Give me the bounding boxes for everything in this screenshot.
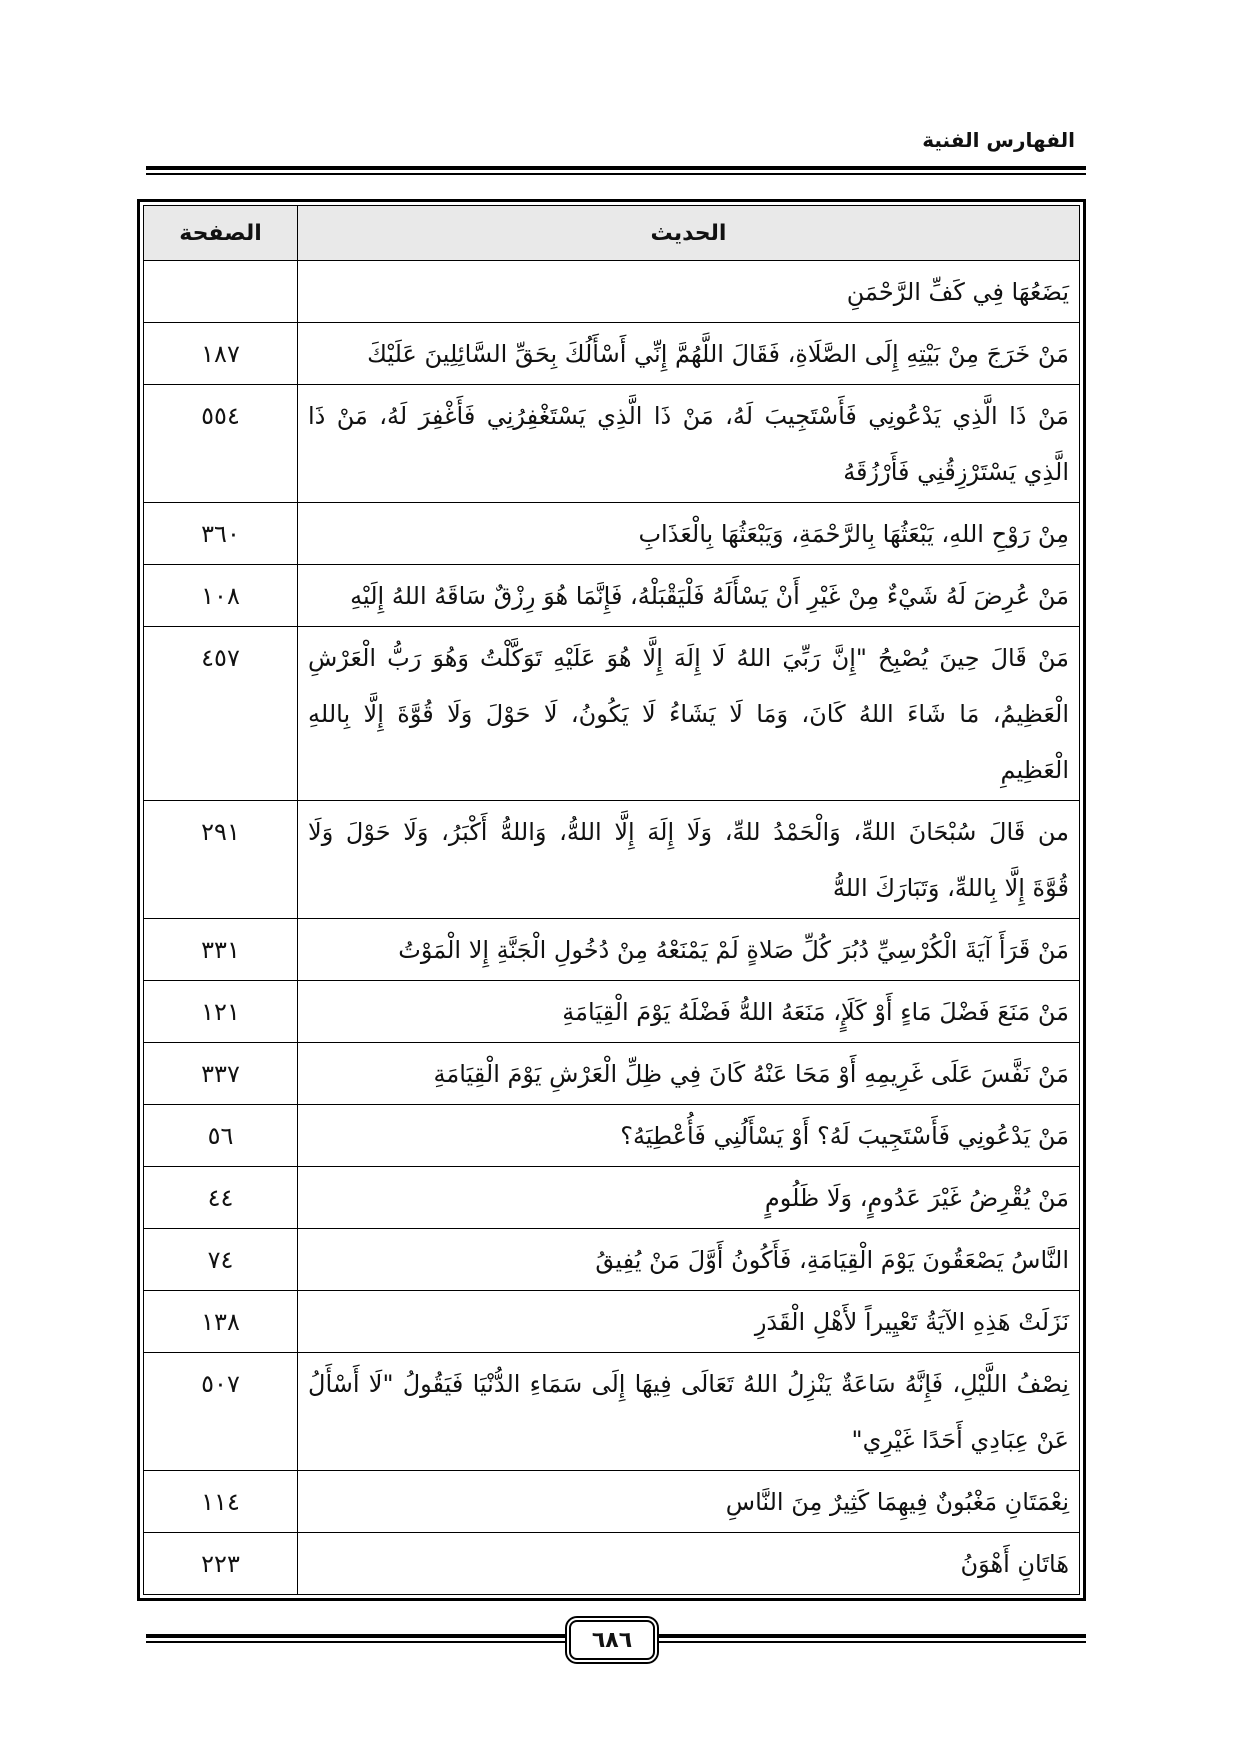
table-row (144, 323, 1080, 385)
page-cell: ٣٦٠ (144, 503, 298, 565)
hadith-line: يَضَعُهَا فِي كَفِّ الرَّحْمَنِ (846, 277, 1069, 306)
hadith-line: مَنْ يَدْعُونِي فَأَسْتَجِيبَ لَهُ؟ أَوْ يَسْأَلُنِي فَأُعْطِيَهُ؟ (620, 1121, 1069, 1150)
hadith-line: نَزَلَتْ هَذِهِ الآيَةُ تَعْيِيراً لأَهْلِ الْقَدَرِ (754, 1307, 1069, 1336)
page-cell: ٣٣١ (144, 919, 298, 981)
table-row (144, 981, 1080, 1043)
column-header-hadith: الحديث (298, 206, 1080, 261)
page-cell: ١٠٨ (144, 565, 298, 627)
hadith-cell (298, 1229, 1080, 1291)
page-cell: ٥٥٤ (144, 385, 298, 503)
page-cell: ٢٢٣ (144, 1533, 298, 1595)
hadith-line: مَنْ يُقْرِضُ غَيْرَ عَدُومٍ، وَلَا ظَلُومٍ (764, 1183, 1069, 1212)
hadith-cell (298, 261, 1080, 323)
hadith-cell (298, 1105, 1080, 1167)
table-header-row (144, 206, 1080, 261)
hadith-index-table (143, 205, 1080, 1595)
page-cell: ٤٥٧ (144, 627, 298, 801)
hadith-cell (298, 1291, 1080, 1353)
table-row (144, 1105, 1080, 1167)
hadith-line: مَنْ قَرَأَ آيَةَ الْكُرْسِيِّ دُبُرَ كُلِّ صَلاةٍ لَمْ يَمْنَعْهُ مِنْ دُخُولِ الْجَنَّةِ إِلا الْمَوْتُ (398, 935, 1069, 964)
hadith-cell (298, 385, 1080, 503)
table-row (144, 1229, 1080, 1291)
hadith-line: قُوَّةَ إِلَّا بِاللهِّ، وَتَبَارَكَ اللهُّ (832, 873, 1069, 902)
hadith-line: مَنْ مَنَعَ فَضْلَ مَاءٍ أَوْ كَلَإٍ، مَنَعَهُ اللهُّ فَضْلَهُ يَوْمَ الْقِيَامَةِ (562, 997, 1069, 1026)
header-rule (146, 166, 1086, 175)
hadith-line: نِصْفُ اللَّيْلِ، فَإِنَّهُ سَاعَةٌ يَنْزِلُ اللهُ تَعَالَى فِيهَا إِلَى سَمَاءِ الدُّنْيَا فَيَقُولُ "لَا أَسْأَلُ (308, 1369, 1069, 1398)
header-rule-thick-line (146, 166, 1086, 170)
hadith-line: نِعْمَتَانِ مَغْبُونٌ فِيهِمَا كَثِيرٌ مِنَ النَّاسِ (725, 1487, 1069, 1516)
hadith-line: عَنْ عِبَادِي أَحَدًا غَيْرِي" (851, 1425, 1069, 1454)
table-row (144, 1471, 1080, 1533)
hadith-line: النَّاسُ يَصْعَقُونَ يَوْمَ الْقِيَامَةِ، فَأَكُونُ أَوَّلَ مَنْ يُفِيقُ (595, 1245, 1069, 1274)
table-row (144, 261, 1080, 323)
hadith-line: الَّذِي يَسْتَرْزِقُنِي فَأَرْزُقَهُ (843, 457, 1069, 486)
page-cell: ١٣٨ (144, 1291, 298, 1353)
hadith-cell (298, 503, 1080, 565)
hadith-line: الْعَظِيمِ (1000, 755, 1069, 784)
hadith-cell (298, 627, 1080, 801)
hadith-cell (298, 801, 1080, 919)
hadith-line: من قَالَ سُبْحَانَ اللهِّ، وَالْحَمْدُ للهِّ، وَلَا إِلَهَ إِلَّا اللهُّ، وَاللهُّ أَكْبَرُ، وَلَا حَوْلَ وَلَا (308, 817, 1069, 846)
table-row (144, 1043, 1080, 1105)
table-row (144, 1167, 1080, 1229)
page-number-badge (565, 1616, 659, 1664)
hadith-cell (298, 919, 1080, 981)
column-header-page: الصفحة (144, 206, 298, 261)
hadith-cell (298, 565, 1080, 627)
page-cell: ١٨٧ (144, 323, 298, 385)
page-cell: ٥٦ (144, 1105, 298, 1167)
running-header-title: الفهارس الفنية (922, 128, 1075, 152)
hadith-cell (298, 323, 1080, 385)
table-row (144, 1533, 1080, 1595)
table-row (144, 627, 1080, 801)
table-row (144, 1353, 1080, 1471)
page-cell: ١١٤ (144, 1471, 298, 1533)
hadith-cell (298, 1471, 1080, 1533)
table-row (144, 503, 1080, 565)
hadith-line: الْعَظِيمُ، مَا شَاءَ اللهُ كَانَ، وَمَا لَا يَشَاءُ لَا يَكُونُ، لَا حَوْلَ وَلَا قُوَّةَ إِلَّا بِاللهِ (308, 699, 1069, 728)
hadith-line: مَنْ عُرِضَ لَهُ شَيْءٌ مِنْ غَيْرِ أَنْ يَسْأَلَهُ فَلْيَقْبَلْهُ، فَإِنَّمَا هُوَ رِزْقٌ سَاقَهُ اللهُ إِلَيْهِ (350, 581, 1069, 610)
page-cell: ٤٤ (144, 1167, 298, 1229)
hadith-line: مَنْ ذَا الَّذِي يَدْعُونِي فَأَسْتَجِيبَ لَهُ، مَنْ ذَا الَّذِي يَسْتَغْفِرُنِي فَأَغْفِرَ لَهُ، مَنْ ذَا (308, 401, 1069, 430)
page-cell: ٢٩١ (144, 801, 298, 919)
table-row (144, 801, 1080, 919)
hadith-cell (298, 1533, 1080, 1595)
table-row (144, 565, 1080, 627)
hadith-line: مِنْ رَوْحِ اللهِ، يَبْعَثُهَا بِالرَّحْمَةِ، وَيَبْعَثُهَا بِالْعَذَابِ (638, 519, 1069, 548)
page-cell (144, 261, 298, 323)
page-cell: ٣٣٧ (144, 1043, 298, 1105)
hadith-cell (298, 1167, 1080, 1229)
hadith-line: مَنْ خَرَجَ مِنْ بَيْتِهِ إِلَى الصَّلَاةِ، فَقَالَ اللَّهُمَّ إِنِّي أَسْأَلُكَ بِحَقِّ السَّائِلِينَ عَلَيْكَ (367, 339, 1069, 368)
hadith-cell (298, 1353, 1080, 1471)
hadith-index-table-frame (137, 199, 1086, 1601)
header-rule-thin-line (146, 173, 1086, 175)
page-cell: ٧٤ (144, 1229, 298, 1291)
table-row (144, 919, 1080, 981)
page-cell: ١٢١ (144, 981, 298, 1043)
hadith-cell (298, 1043, 1080, 1105)
page-cell: ٥٠٧ (144, 1353, 298, 1471)
hadith-line: مَنْ قَالَ حِينَ يُصْبِحُ "إِنَّ رَبِّيَ اللهُ لَا إِلَهَ إِلَّا هُوَ عَلَيْهِ تَوَكَّلْتُ وَهُوَ رَبُّ الْعَرْشِ (308, 643, 1069, 672)
hadith-line: هَاتَانِ أَهْوَنُ (960, 1549, 1069, 1578)
hadith-line: مَنْ نَفَّسَ عَلَى غَرِيمِهِ أَوْ مَحَا عَنْهُ كَانَ فِي ظِلِّ الْعَرْشِ يَوْمَ الْقِيَامَةِ (433, 1059, 1069, 1088)
table-row (144, 385, 1080, 503)
hadith-cell (298, 981, 1080, 1043)
table-row (144, 1291, 1080, 1353)
page-number: ٦٨٦ (591, 1627, 633, 1653)
